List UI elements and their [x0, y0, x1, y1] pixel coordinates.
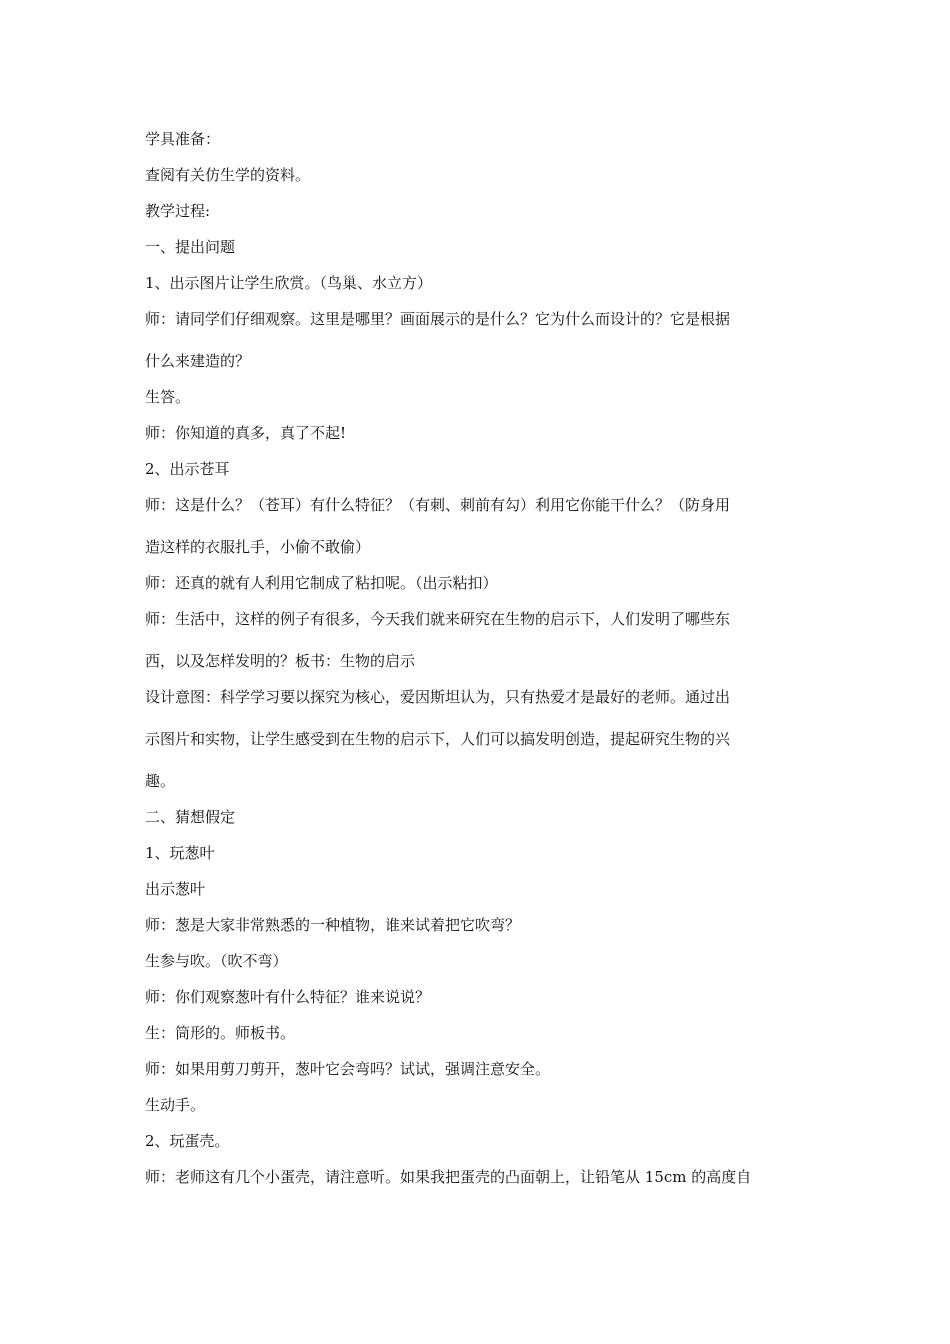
text-line: 生动手。 — [145, 1096, 206, 1114]
text-line: 2、玩蛋壳。 — [145, 1132, 230, 1150]
text-line: 生：筒形的。师板书。 — [145, 1024, 296, 1042]
text-line: 生答。 — [145, 388, 191, 406]
text-line: 师：葱是大家非常熟悉的一种植物，谁来试着把它吹弯？ — [145, 916, 521, 934]
text-line: 师：请同学们仔细观察。这里是哪里？画面展示的是什么？它为什么而设计的？它是根据 — [145, 310, 731, 328]
text-line: 师：老师这有几个小蛋壳，请注意听。如果我把蛋壳的凸面朝上，让铅笔从 15cm 的高度自 — [145, 1168, 752, 1186]
text-line: 设计意图：科学学习要以探究为核心，爱因斯坦认为，只有热爱才是最好的老师。通过出 — [145, 688, 731, 706]
text-line: 1、玩葱叶 — [145, 844, 215, 862]
text-line: 示图片和实物，让学生感受到在生物的启示下，人们可以搞发明创造，提起研究生物的兴 — [145, 730, 731, 748]
text-line: 2、出示苍耳 — [145, 460, 230, 478]
text-line: 西，以及怎样发明的？板书：生物的启示 — [145, 652, 416, 670]
section-heading: 二、猜想假定 — [145, 808, 236, 826]
text-line: 趣。 — [145, 772, 176, 790]
section-heading: 一、提出问题 — [145, 238, 236, 256]
text-line: 出示葱叶 — [145, 880, 206, 898]
text-line: 师：这是什么？（苍耳）有什么特征？（有刺、刺前有勾）利用它你能干什么？（防身用 — [145, 496, 731, 514]
text-line: 师：你们观察葱叶有什么特征？谁来说说？ — [145, 988, 431, 1006]
text-line: 什么来建造的？ — [145, 352, 251, 370]
text-line: 学具准备： — [145, 130, 221, 148]
document-body — [145, 121, 810, 1195]
text-line: 师：生活中，这样的例子有很多，今天我们就来研究在生物的启示下，人们发明了哪些东 — [145, 610, 731, 628]
text-line: 生参与吹。（吹不弯） — [145, 952, 288, 970]
text-line: 师：你知道的真多，真了不起! — [145, 424, 347, 442]
text-line: 师：还真的就有人利用它制成了粘扣呢。（出示粘扣） — [145, 574, 498, 592]
text-line: 造这样的衣服扎手，小偷不敢偷） — [145, 538, 371, 556]
text-line: 1、出示图片让学生欣赏。（鸟巢、水立方） — [145, 274, 433, 292]
text-line: 师：如果用剪刀剪开，葱叶它会弯吗？试试，强调注意安全。 — [145, 1060, 551, 1078]
text-line: 教学过程: — [145, 202, 211, 220]
text-line: 查阅有关仿生学的资料。 — [145, 166, 311, 184]
